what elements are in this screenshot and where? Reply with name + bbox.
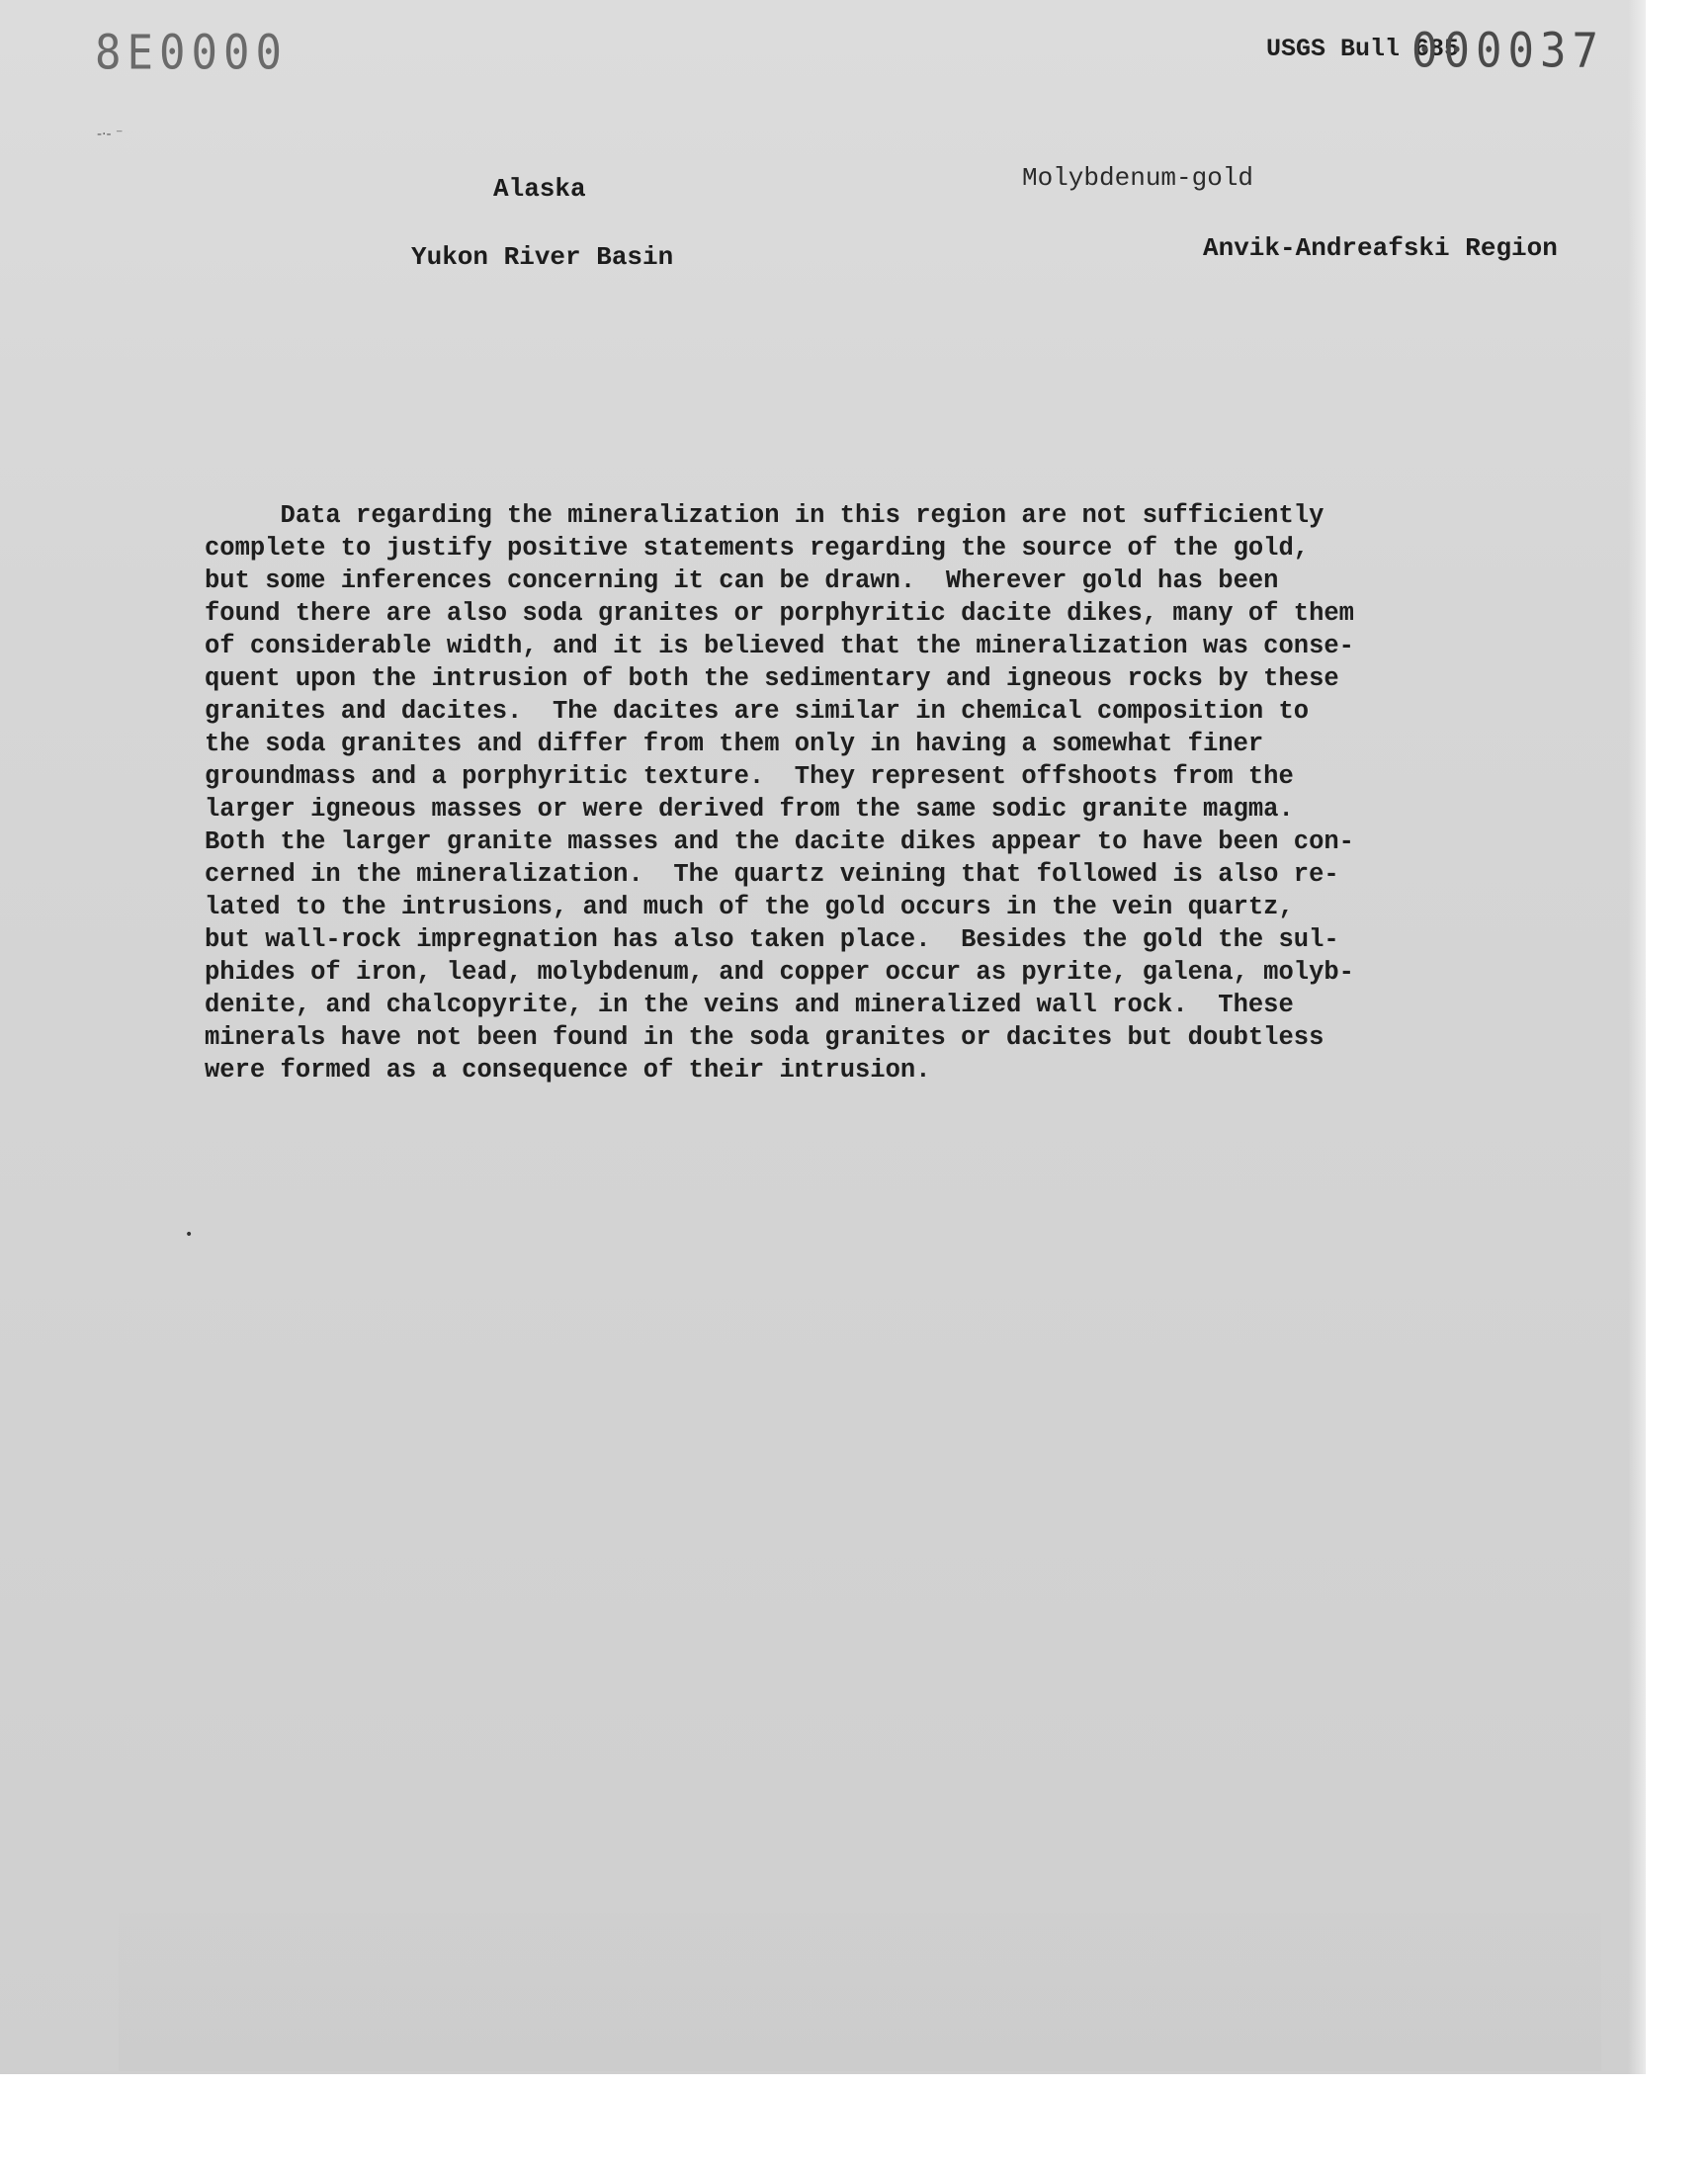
page-number-stamp-right: 000037 — [1411, 23, 1604, 79]
body-line: larger igneous masses or were derived from the same sodic granite magma. — [205, 795, 1294, 824]
dot-mark: • — [185, 1227, 194, 1243]
body-line: Data regarding the mineralization in this region are not sufficiently — [205, 501, 1324, 530]
body-line: were formed as a consequence of their intrusion. — [205, 1056, 931, 1085]
header-region: Anvik-Andreafski Region — [1203, 233, 1558, 263]
page-number-stamp-left: 8E0000 — [95, 25, 288, 81]
body-line: found there are also soda granites or porphyritic dacite dikes, many of them — [205, 599, 1354, 628]
body-line: granites and dacites. The dacites are similar in chemical composition to — [205, 697, 1310, 726]
body-line: quent upon the intrusion of both the sedimentary and igneous rocks by these — [205, 664, 1339, 693]
body-line: complete to justify positive statements regarding the source of the gold, — [205, 534, 1310, 563]
body-line: Both the larger granite masses and the dacite dikes appear to have been con- — [205, 827, 1354, 856]
body-line: but wall-rock impregnation has also taken place. Besides the gold the sul- — [205, 925, 1339, 954]
body-line: minerals have not been found in the soda granites or dacites but doubtless — [205, 1023, 1324, 1052]
body-paragraph — [205, 499, 1490, 1087]
body-line: the soda granites and differ from them only in having a somewhat finer — [205, 730, 1264, 758]
body-line: lated to the intrusions, and much of the gold occurs in the vein quartz, — [205, 893, 1294, 921]
reference-stamp: USGS Bull 685 — [1266, 35, 1460, 63]
body-line: cerned in the mineralization. The quartz veining that followed is also re- — [205, 860, 1339, 889]
body-line: denite, and chalcopyrite, in the veins and mineralized wall rock. These — [205, 991, 1294, 1019]
header-basin: Yukon River Basin — [411, 242, 674, 272]
header-commodity: Molybdenum-gold — [1022, 163, 1254, 193]
pencil-mark-top-left: -·‐ ⁻ — [97, 127, 124, 142]
body-line: but some inferences concerning it can be drawn. Wherever gold has been — [205, 566, 1279, 595]
body-line: phides of iron, lead, molybdenum, and copper occur as pyrite, galena, molyb- — [205, 958, 1354, 987]
body-line: groundmass and a porphyritic texture. They represent offshoots from the — [205, 762, 1294, 791]
page-shadow — [119, 1883, 1601, 2071]
body-line: of considerable width, and it is believed that the mineralization was conse- — [205, 632, 1354, 660]
header-state: Alaska — [493, 174, 586, 204]
